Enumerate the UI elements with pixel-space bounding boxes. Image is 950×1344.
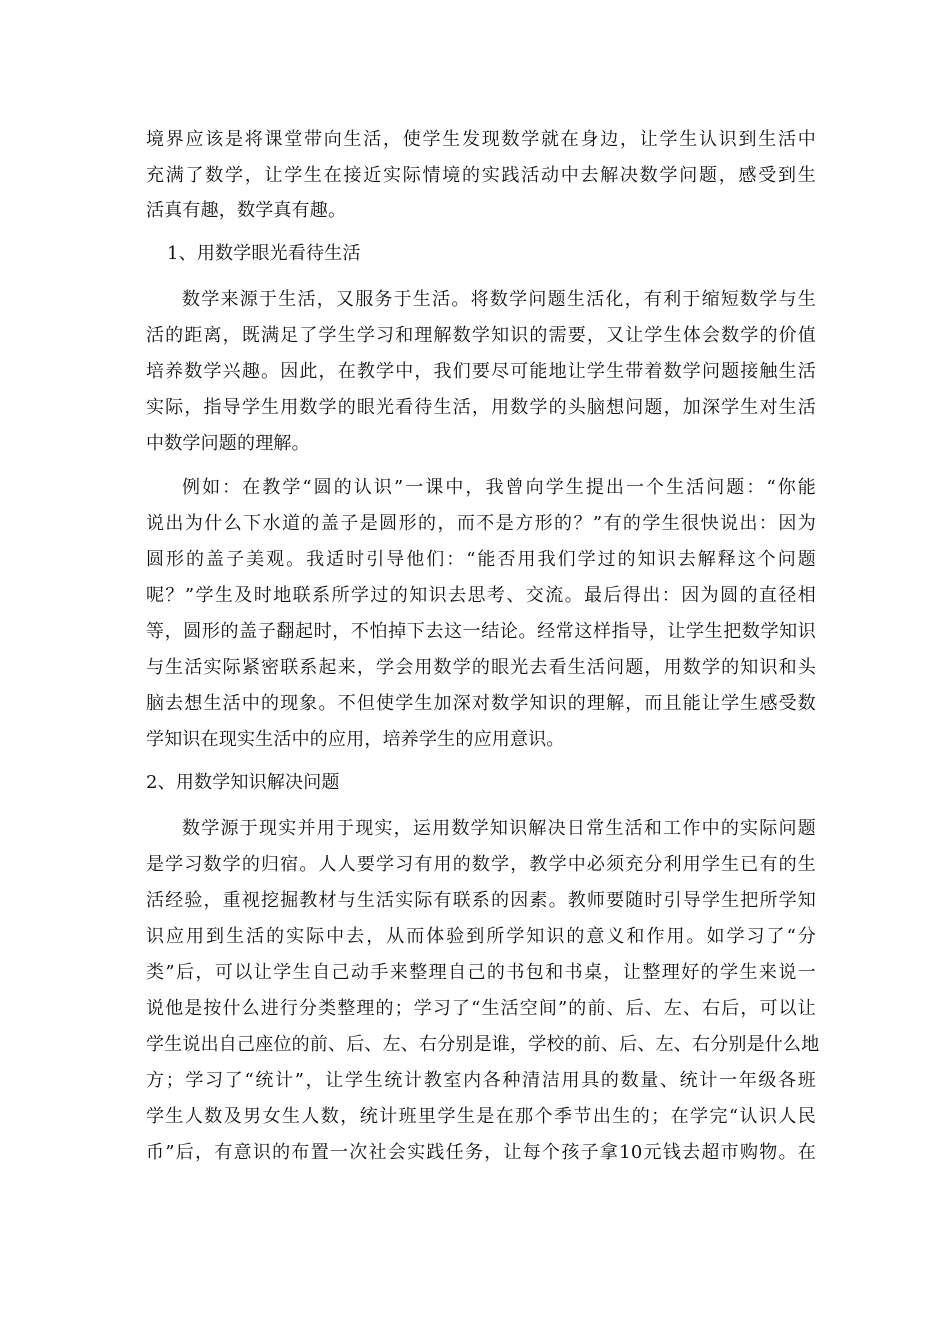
paragraph-line: 圆形的盖子美观。我适时引导他们：“能否用我们学过的知识去解释这个问题	[146, 549, 816, 570]
paragraph-line: 中数学问题的理解。	[146, 433, 310, 454]
paragraph-line: 是学习数学的归宿。人人要学习有用的数学，教学中必须充分利用学生已有的生	[146, 854, 816, 875]
paragraph-line: 例如：在教学“圆的认识”一课中，我曾向学生提出一个生活问题：“你能	[182, 477, 816, 498]
paragraph-line: 数学源于现实并用于现实，运用数学知识解决日常生活和工作中的实际问题	[182, 818, 816, 839]
paragraph-line: 币”后，有意识的布置一次社会实践任务，让每个孩子拿10元钱去超市购物。在	[146, 1142, 816, 1163]
paragraph-line: 数学来源于生活，又服务于生活。将数学问题生活化，有利于缩短数学与生	[182, 289, 816, 310]
paragraph-line: 与生活实际紧密联系起来，学会用数学的眼光去看生活问题，用数学的知识和头	[146, 657, 816, 678]
paragraph-line: 实际，指导学生用数学的眼光看待生活，用数学的头脑想问题，加深学生对生活	[146, 397, 816, 418]
paragraph-line: 说出为什么下水道的盖子是圆形的，而不是方形的？”有的学生很快说出：因为	[146, 513, 816, 534]
paragraph-line: 脑去想生活中的现象。不但使学生加深对数学知识的理解，而且能让学生感受数	[146, 693, 816, 714]
paragraph-line: 充满了数学，让学生在接近实际情境的实践活动中去解决数学问题，感受到生	[146, 165, 816, 186]
paragraph-line: 学知识在现实生活中的应用，培养学生的应用意识。	[146, 729, 565, 750]
paragraph-line: 类”后，可以让学生自己动手来整理自己的书包和书桌，让整理好的学生来说一	[146, 962, 816, 983]
paragraph-line: 学生人数及男女生人数，统计班里学生是在那个季节出生的；在学完“认识人民	[146, 1106, 816, 1127]
paragraph-line: 等，圆形的盖子翻起时，不怕掉下去这一结论。经常这样指导，让学生把数学知识	[146, 621, 816, 642]
paragraph-line: 学生说出自己座位的前、后、左、右分别是谁，学校的前、后、左、右分别是什么地	[146, 1034, 820, 1055]
paragraph-line: 呢？”学生及时地联系所学过的知识去思考、交流。最后得出：因为圆的直径相	[146, 585, 816, 606]
paragraph-line: 活经验，重视挖掘教材与生活实际有联系的因素。教师要随时引导学生把所学知	[146, 890, 816, 911]
paragraph-line: 说他是按什么进行分类整理的；学习了“生活空间”的前、后、左、右后，可以让	[146, 998, 816, 1019]
paragraph-line: 方；学习了“统计”，让学生统计教室内各种清洁用具的数量、统计一年级各班	[146, 1070, 816, 1091]
paragraph-line: 培养数学兴趣。因此，在教学中，我们要尽可能地让学生带着数学问题接触生活	[146, 361, 816, 382]
paragraph-line: 活的距离，既满足了学生学习和理解数学知识的需要，又让学生体会数学的价值	[146, 325, 816, 346]
paragraph-line: 活真有趣，数学真有趣。	[146, 200, 347, 221]
paragraph-line: 境界应该是将课堂带向生活，使学生发现数学就在身边，让学生认识到生活中	[146, 129, 816, 150]
paragraph-line: 识应用到生活的实际中去，从而体验到所学知识的意义和作用。如学习了“分	[146, 926, 816, 947]
section-heading: 1、用数学眼光看待生活	[167, 243, 361, 264]
section-heading: 2、用数学知识解决问题	[146, 772, 340, 793]
